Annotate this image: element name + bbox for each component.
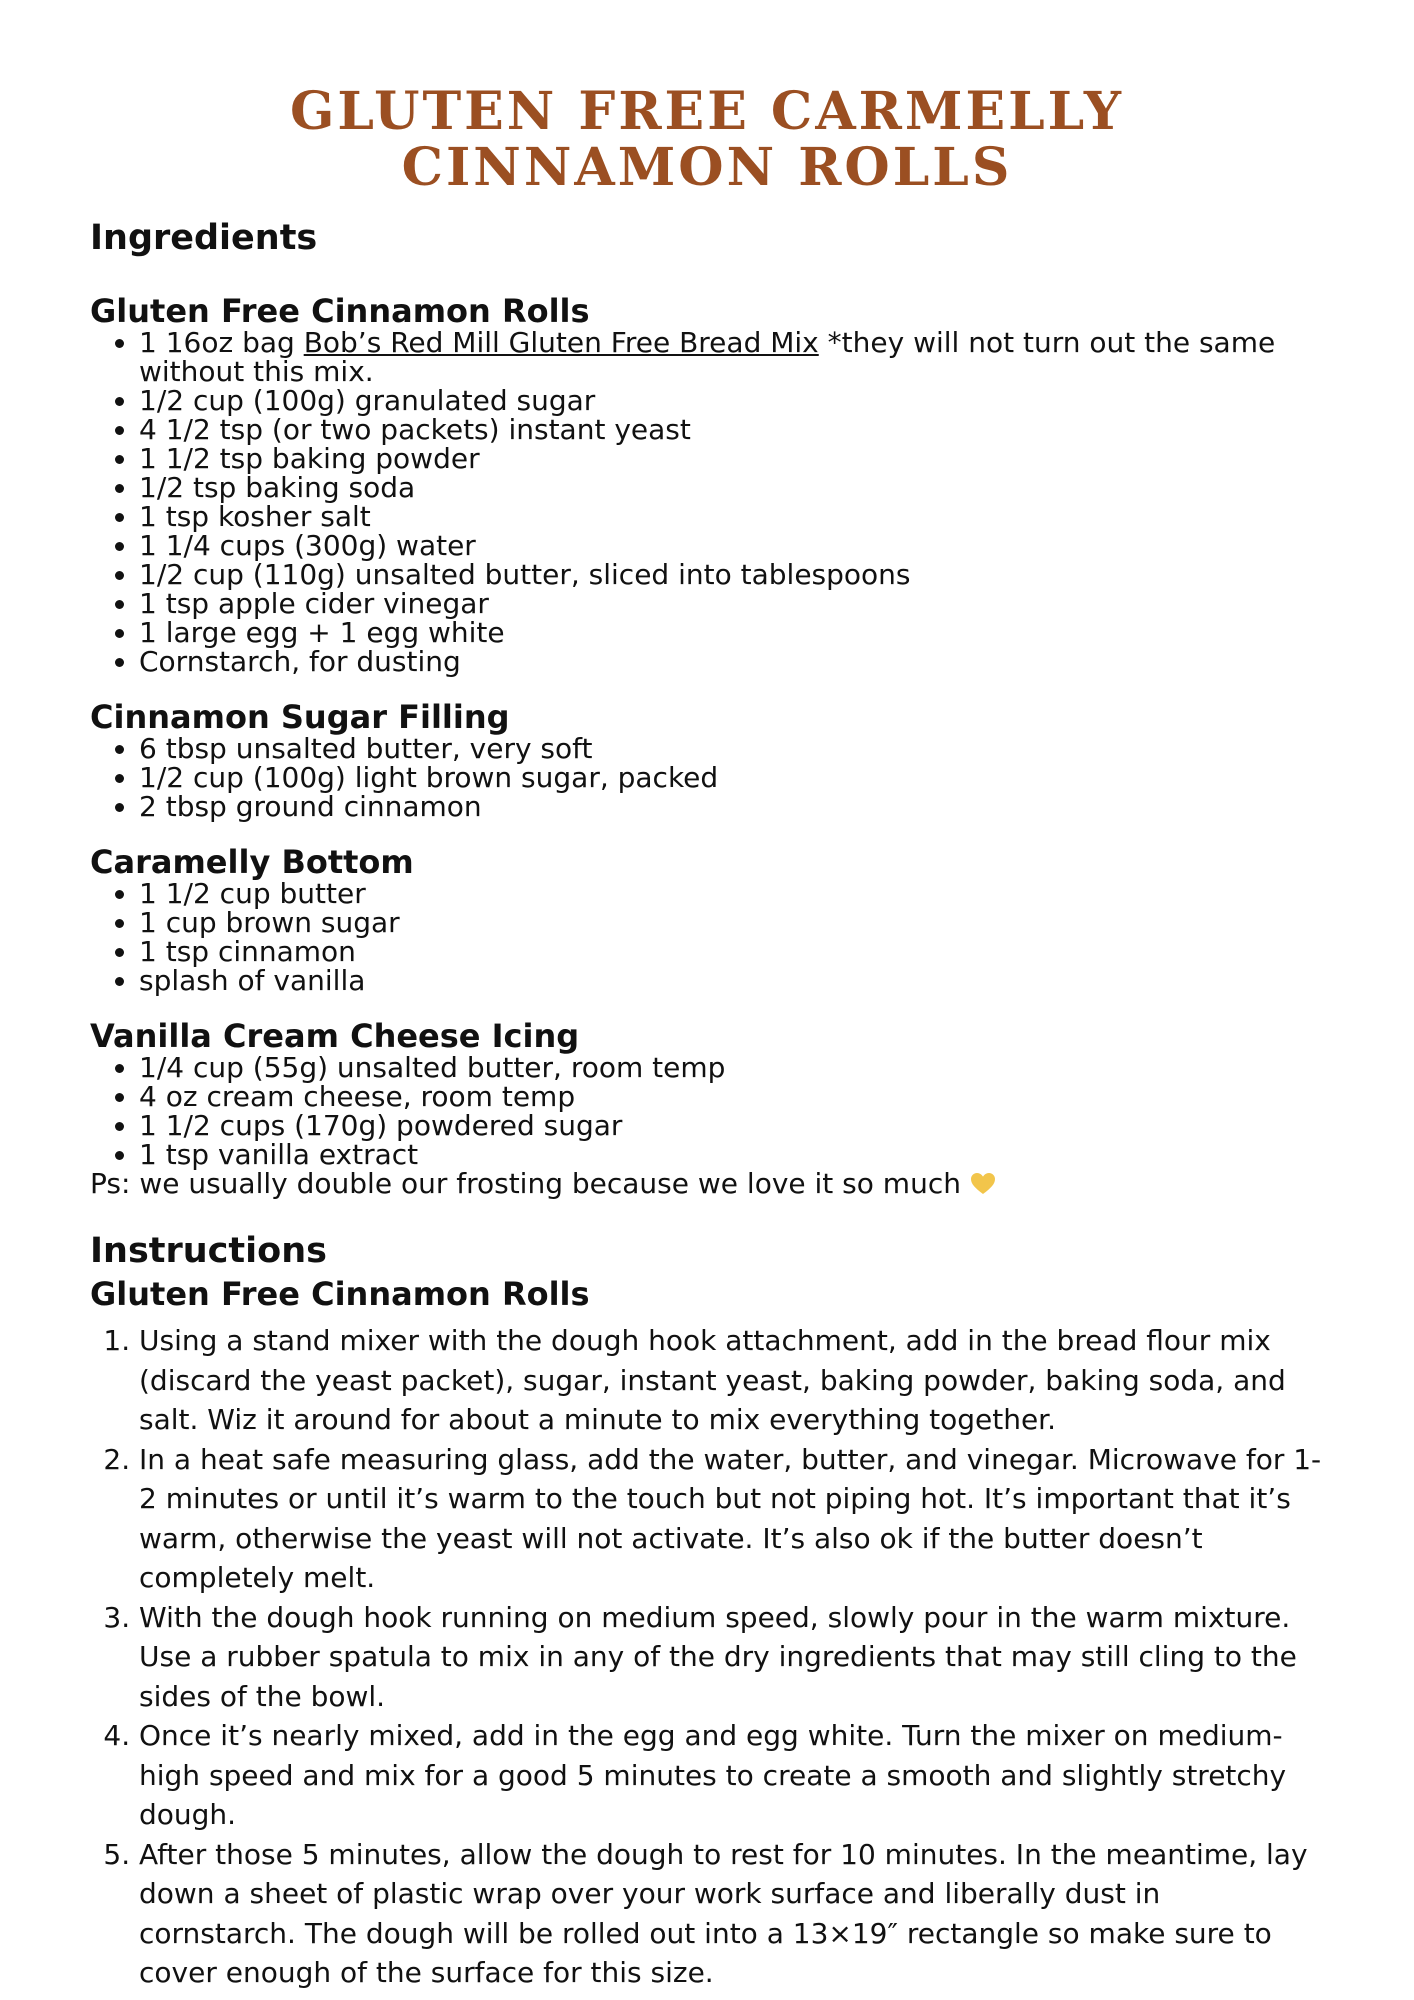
instruction-step: 5. After those 5 minutes, allow the dough to rest for 10 minutes. In the meantime, lay down a sheet of plastic wrap over your work surface and liberally dust in cornstarch. The dough will be rolled out into a 13×19″ rectangle so make sure to cover enough of the surface for this size.: [139, 1835, 1324, 1993]
bottom-ingredients-list: [90, 879, 1324, 995]
rolls-ingredients-heading: Gluten Free Cinnamon Rolls: [90, 292, 590, 330]
list-item: • 1 cup brown sugar: [139, 908, 1324, 937]
list-item: • 1 large egg + 1 egg white: [139, 618, 1324, 647]
rolls-ingredients-group: [90, 294, 1324, 676]
recipe-title: [90, 0, 1324, 196]
list-item: • splash of vanilla: [139, 966, 1324, 995]
list-item: • 1 1/2 tsp baking powder: [139, 444, 1324, 473]
list-item: • 1 1/2 cups (170g) powdered sugar: [139, 1111, 1324, 1140]
instruction-step: 2. In a heat safe measuring glass, add the water, butter, and vinegar. Microwave for 1-2 minutes or until it’s warm to the touch but not piping hot. It’s important that it’s warm, otherwise the yeast will not activate. It’s also ok if the butter doesn’t completely melt.: [139, 1440, 1324, 1598]
icing-heading: Vanilla Cream Cheese Icing: [90, 1017, 580, 1055]
bread-mix-link[interactable]: Bob’s Red Mill Gluten Free Bread Mix: [303, 326, 819, 359]
list-item: • 1 tsp kosher salt: [139, 502, 1324, 531]
icing-ingredients-group: [90, 1019, 1324, 1199]
list-item: • 1 tsp cinnamon: [139, 937, 1324, 966]
list-item: • 1/2 cup (100g) granulated sugar: [139, 386, 1324, 415]
list-item: • 2 tbsp ground cinnamon: [139, 792, 1324, 821]
filling-heading: Cinnamon Sugar Filling: [90, 698, 510, 736]
list-item: • 1/2 cup (100g) light brown sugar, packed: [139, 763, 1324, 792]
instruction-step: 3. With the dough hook running on medium speed, slowly pour in the warm mixture. Use a rubber spatula to mix in any of the dry ingredients that may still cling to the sides of the bowl.: [139, 1598, 1324, 1717]
icing-ingredients-list: [90, 1053, 1324, 1169]
bottom-ingredients-group: [90, 845, 1324, 995]
frosting-note-text: Ps: we usually double our frosting because we love it so much: [90, 1167, 961, 1200]
filling-ingredients-group: [90, 700, 1324, 821]
list-item: • 1 tsp vanilla extract: [139, 1140, 1324, 1169]
instructions-heading: Instructions: [90, 1231, 327, 1271]
instructions-subheading: Gluten Free Cinnamon Rolls: [90, 1275, 590, 1313]
rolls-ingredients-list: [90, 328, 1324, 676]
instruction-step: 4. Once it’s nearly mixed, add in the egg and egg white. Turn the mixer on medium-high speed and mix for a good 5 minutes to create a smooth and slightly stretchy dough.: [139, 1716, 1324, 1835]
list-item: • 1 tsp apple cider vinegar: [139, 589, 1324, 618]
list-item: • 4 1/2 tsp (or two packets) instant yeast: [139, 415, 1324, 444]
ingredients-heading: Ingredients: [90, 218, 318, 258]
heart-icon: [970, 1172, 996, 1196]
list-item: • 1 1/4 cups (300g) water: [139, 531, 1324, 560]
filling-ingredients-list: [90, 734, 1324, 821]
bread-mix-prefix: 1 16oz bag: [139, 326, 304, 359]
list-item: • 6 tbsp unsalted butter, very soft: [139, 734, 1324, 763]
title-line-1: GLUTEN FREE CARMELLY: [289, 81, 1124, 142]
list-item: • 4 oz cream cheese, room temp: [139, 1082, 1324, 1111]
list-item: • Cornstarch, for dusting: [139, 647, 1324, 676]
list-item: • 1/4 cup (55g) unsalted butter, room temp: [139, 1053, 1324, 1082]
frosting-note: [90, 1169, 1324, 1199]
list-item: • 1 1/2 cup butter: [139, 879, 1324, 908]
list-item: • 1/2 cup (110g) unsalted butter, sliced into tablespoons: [139, 560, 1324, 589]
instruction-step: 1. Using a stand mixer with the dough hook attachment, add in the bread flour mix (discard the yeast packet), sugar, instant yeast, baking powder, baking soda, and salt. Wiz it around for about a minute to mix everything together.: [139, 1321, 1324, 1440]
title-line-2: CINNAMON ROLLS: [401, 137, 1013, 198]
bread-mix-suffix: *they will not turn out the same without this mix.: [139, 326, 1276, 388]
list-item: [139, 328, 1324, 386]
instruction-steps: [90, 1321, 1324, 1993]
list-item: • 1/2 tsp baking soda: [139, 473, 1324, 502]
bottom-heading: Caramelly Bottom: [90, 843, 414, 881]
